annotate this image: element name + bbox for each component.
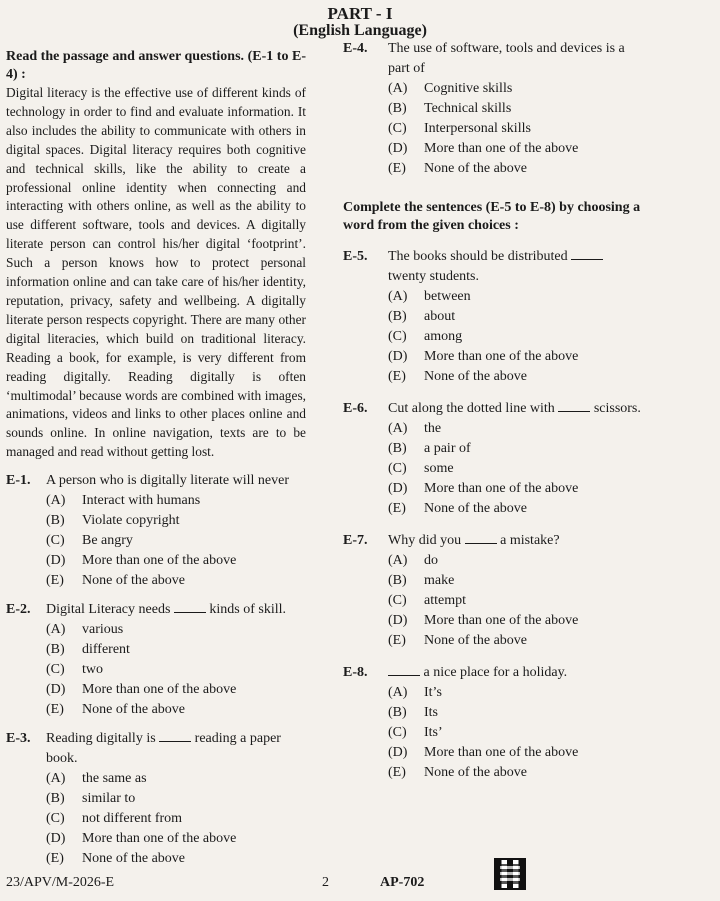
option-row: [388, 99, 643, 119]
option-letter: (C): [388, 329, 407, 344]
option-text: among: [424, 329, 463, 344]
question-block: [343, 663, 643, 783]
option-row: [46, 491, 306, 511]
option-letter: (C): [388, 725, 407, 740]
option-text: Cognitive skills: [424, 81, 513, 96]
option-letter: (B): [46, 642, 65, 658]
question-block: [343, 399, 643, 519]
option-text: attempt: [424, 593, 466, 608]
question-continuation: scissors.: [593, 401, 641, 416]
question-stem: A person who is digitally literate will never: [46, 473, 290, 489]
option-row: [46, 660, 306, 680]
option-text: None of the above: [424, 161, 528, 176]
option-text: Technical skills: [424, 101, 512, 116]
option-row: [46, 551, 306, 571]
option-letter: (D): [388, 613, 408, 628]
question-text: [388, 531, 643, 551]
option-row: [46, 809, 306, 829]
left-column: [6, 48, 306, 869]
option-text: More than one of the above: [424, 141, 579, 156]
question-number: E-7.: [343, 533, 368, 548]
option-row: [388, 591, 643, 611]
option-text: More than one of the above: [424, 613, 579, 628]
question-number: E-2.: [6, 602, 31, 618]
option-letter: (A): [46, 493, 66, 509]
series-code: AP-702: [380, 875, 425, 890]
option-text: None of the above: [82, 702, 186, 718]
option-letter: (B): [388, 309, 407, 324]
option-row: [388, 571, 643, 591]
option-letter: (A): [46, 771, 66, 787]
option-text: Interpersonal skills: [424, 121, 531, 136]
option-text: Violate copyright: [82, 513, 180, 529]
option-text: More than one of the above: [82, 831, 237, 847]
option-row: [388, 683, 643, 703]
option-row: [388, 327, 643, 347]
option-text: different: [82, 642, 130, 658]
option-letter: (A): [388, 289, 408, 304]
option-text: More than one of the above: [82, 553, 237, 569]
option-letter: (D): [388, 349, 408, 364]
option-text: between: [424, 289, 471, 304]
question-number: E-4.: [343, 41, 368, 56]
option-letter: (E): [388, 501, 406, 516]
option-letter: (D): [388, 481, 408, 496]
option-row: [46, 769, 306, 789]
option-text: More than one of the above: [424, 349, 579, 364]
question-stem: Reading digitally is: [46, 731, 156, 747]
option-letter: (B): [388, 705, 407, 720]
question-block: [343, 39, 643, 179]
option-row: [388, 439, 643, 459]
question-block: [6, 600, 306, 720]
passage-text: Digital literacy is the effective use of different kinds of technology in order to find and evaluate information. It also includes the ability to communicate with others in digital spaces. Digital literacy requires both cognitive and technical skills, like the ability to create a professional online identity when connecting and interacting with others online, as well as the ability to use different software, tools and devices. A digitally literate person can control his/her digital ‘footprint’. Such a person knows how to protect personal information online and can take care of his/her identity, reputation, privacy, safety and wellbeing. A digitally literate person respects copyright. There are many other digital literacies, which build on traditional literacy. Reading a book, for example, is very different from reading digitally. Reading digitally is often ‘multimodal’ because words are combined with images, animations, videos and links to other places online and sounds online. In online navigation, texts are to be managed and read without getting lost.: [6, 85, 306, 460]
option-text: None of the above: [82, 573, 186, 589]
option-row: [388, 347, 643, 367]
option-row: [388, 631, 643, 651]
question-number: E-8.: [343, 665, 368, 680]
option-letter: (B): [46, 791, 65, 807]
question-number: E-3.: [6, 731, 31, 747]
option-letter: (A): [388, 685, 408, 700]
option-text: None of the above: [424, 501, 528, 516]
question-number: E-1.: [6, 473, 31, 489]
option-letter: (B): [46, 513, 65, 529]
option-row: [46, 789, 306, 809]
option-row: [388, 763, 643, 783]
question-stem: Why did you: [388, 533, 462, 548]
option-row: [388, 367, 643, 387]
option-row: [46, 531, 306, 551]
page-number: 2: [322, 875, 329, 890]
option-letter: (C): [388, 121, 407, 136]
option-row: [388, 79, 643, 99]
option-letter: (D): [46, 553, 66, 569]
option-row: [46, 571, 306, 591]
answer-blank: [159, 729, 191, 742]
option-row: [388, 287, 643, 307]
option-letter: (E): [46, 702, 64, 718]
option-letter: (C): [46, 533, 65, 549]
option-letter: (C): [388, 461, 407, 476]
option-text: similar to: [82, 791, 136, 807]
option-text: None of the above: [424, 369, 528, 384]
question-continuation: kinds of skill.: [209, 602, 287, 618]
option-row: [388, 611, 643, 631]
option-row: [388, 419, 643, 439]
question-text: [388, 399, 643, 419]
option-text: None of the above: [424, 765, 528, 780]
question-stem: Digital Literacy needs: [46, 602, 171, 618]
question-continuation: reading a paper book.: [46, 731, 281, 767]
question-text: [388, 247, 643, 287]
option-row: [388, 459, 643, 479]
option-text: None of the above: [82, 851, 186, 867]
option-letter: (E): [388, 765, 406, 780]
option-text: None of the above: [424, 633, 528, 648]
option-letter: (A): [46, 622, 66, 638]
option-letter: (E): [388, 633, 406, 648]
option-text: a pair of: [424, 441, 471, 456]
option-row: [46, 640, 306, 660]
sentences-instruction: Complete the sentences (E-5 to E-8) by choosing a word from the given choices :: [343, 200, 641, 233]
option-letter: (D): [46, 682, 66, 698]
option-row: [388, 159, 643, 179]
question-continuation: a mistake?: [500, 533, 560, 548]
option-row: [388, 743, 643, 763]
question-text: [46, 471, 306, 491]
question-stem: The books should be distributed: [388, 249, 568, 264]
question-continuation: a nice place for a holiday.: [423, 665, 568, 680]
option-text: the: [424, 421, 442, 436]
question-number: E-5.: [343, 249, 368, 264]
option-text: Its’: [424, 725, 443, 740]
option-row: [388, 479, 643, 499]
option-text: More than one of the above: [424, 481, 579, 496]
option-text: about: [424, 309, 456, 324]
answer-blank: [388, 663, 420, 676]
option-row: [388, 703, 643, 723]
answer-blank: [558, 399, 590, 412]
question-stem: Cut along the dotted line with: [388, 401, 555, 416]
question-block: [343, 247, 643, 387]
option-letter: (E): [388, 369, 406, 384]
option-letter: (B): [388, 573, 407, 588]
question-block: [343, 531, 643, 651]
option-letter: (C): [46, 811, 65, 827]
question-text: [46, 600, 306, 620]
option-letter: (C): [46, 662, 65, 678]
option-letter: (A): [388, 81, 408, 96]
option-text: do: [424, 553, 438, 568]
option-letter: (D): [46, 831, 66, 847]
option-text: Interact with humans: [82, 493, 201, 509]
option-letter: (B): [388, 441, 407, 456]
option-row: [46, 829, 306, 849]
qr-code-icon: [494, 858, 526, 890]
option-text: Be angry: [82, 533, 133, 549]
question-text: [388, 663, 643, 683]
option-letter: (E): [46, 851, 64, 867]
option-row: [46, 849, 306, 869]
option-text: More than one of the above: [82, 682, 237, 698]
option-text: two: [82, 662, 103, 678]
question-stem: The use of software, tools and devices is a part of: [388, 41, 625, 76]
question-block: [6, 729, 306, 869]
option-text: make: [424, 573, 455, 588]
option-row: [46, 511, 306, 531]
paper-code: 23/APV/M-2026-E: [6, 875, 115, 890]
option-letter: (D): [388, 141, 408, 156]
option-text: It’s: [424, 685, 442, 700]
option-row: [46, 700, 306, 720]
option-letter: (A): [388, 553, 408, 568]
option-letter: (C): [388, 593, 407, 608]
option-letter: (A): [388, 421, 408, 436]
right-column: [343, 41, 643, 783]
option-text: Its: [424, 705, 438, 720]
option-text: More than one of the above: [424, 745, 579, 760]
option-letter: (D): [388, 745, 408, 760]
option-row: [388, 139, 643, 159]
part-title: PART - I: [327, 4, 393, 23]
question-number: E-6.: [343, 401, 368, 416]
option-row: [388, 499, 643, 519]
section-title: (English Language): [293, 22, 427, 39]
option-row: [46, 620, 306, 640]
question-continuation: twenty students.: [388, 269, 479, 284]
passage-instruction: Read the passage and answer questions. (E-1 to E-4) :: [6, 49, 306, 82]
option-row: [388, 307, 643, 327]
question-text: [388, 39, 643, 79]
option-letter: (E): [388, 161, 406, 176]
option-row: [388, 551, 643, 571]
answer-blank: [465, 531, 497, 544]
option-text: some: [424, 461, 454, 476]
question-text: [46, 729, 306, 769]
option-text: various: [82, 622, 124, 638]
question-block: [6, 471, 306, 591]
option-letter: (B): [388, 101, 407, 116]
option-letter: (E): [46, 573, 64, 589]
option-text: not different from: [82, 811, 183, 827]
option-row: [46, 680, 306, 700]
answer-blank: [174, 600, 206, 613]
option-row: [388, 723, 643, 743]
option-row: [388, 119, 643, 139]
option-text: the same as: [82, 771, 147, 787]
answer-blank: [571, 247, 603, 260]
